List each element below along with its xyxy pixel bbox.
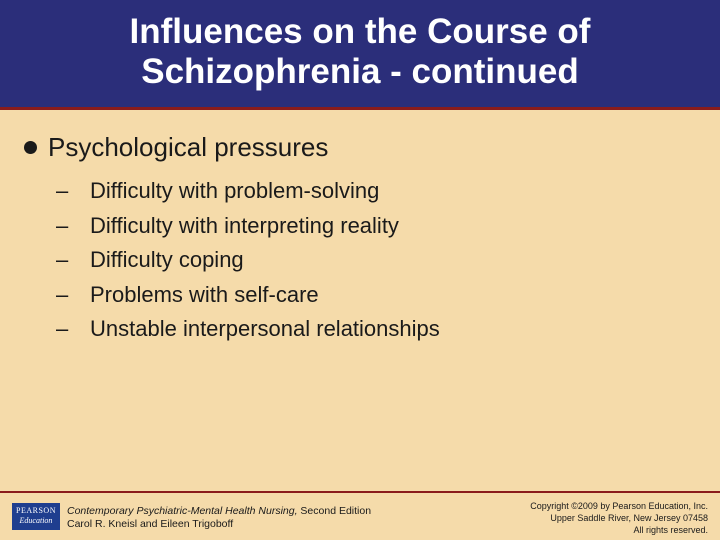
sub-item-text: Problems with self-care [90,281,319,307]
book-edition: Second Edition [297,505,372,517]
main-bullet-text: Psychological pressures [48,132,329,162]
title-line-2: Schizophrenia - continued [141,52,579,91]
list-item [56,278,704,313]
book-title: Contemporary Psychiatric-Mental Health Nursing, [67,505,298,517]
sub-item-text: Unstable interpersonal relationships [90,316,440,341]
pearson-logo [12,503,60,530]
dash-icon: – [56,281,69,307]
logo-text-pearson: PEARSON [16,506,56,515]
dash-icon: – [56,212,69,238]
bullet-dot-icon [24,141,37,154]
sub-item-text: Difficulty coping [90,247,244,272]
copyright-notice [530,500,708,536]
footer-divider [0,491,720,493]
list-item [56,174,704,209]
slide-title [0,0,720,107]
dash-icon: – [56,316,69,341]
dash-icon: – [56,178,69,203]
title-line-1: Influences on the Course of [129,12,591,51]
list-item [56,243,704,278]
main-bullet [24,130,704,164]
sub-item-text: Difficulty with interpreting reality [90,212,399,238]
rights-line: All rights reserved. [633,525,708,535]
logo-text-education: Education [19,516,53,525]
address-line: Upper Saddle River, New Jersey 07458 [550,513,708,523]
book-citation [67,505,371,531]
sub-item-text: Difficulty with problem-solving [90,178,380,203]
dash-icon: – [56,247,69,272]
list-item [56,209,704,244]
copyright-line: Copyright ©2009 by Pearson Education, Inc. [530,501,708,511]
book-authors: Carol R. Kneisl and Eileen Trigoboff [67,518,234,530]
slide-content [24,130,704,347]
sub-bullet-list [24,174,704,347]
list-item [56,312,704,347]
title-divider [0,107,720,110]
